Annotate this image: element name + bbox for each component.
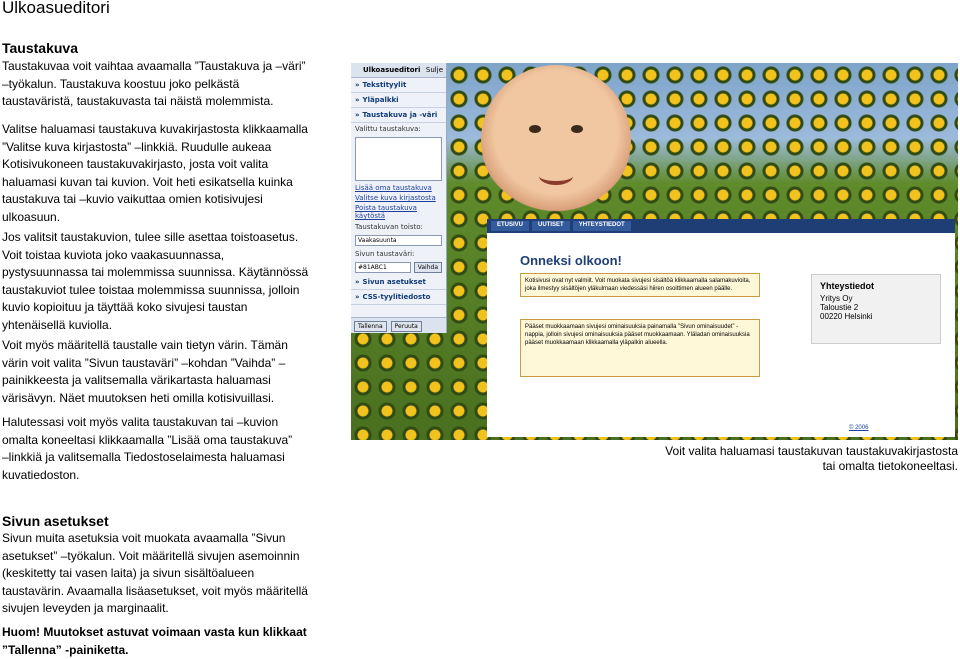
paragraph-taustakuva-intro: Taustakuvaa voit vaihtaa avaamalla ”Taustakuva ja –väri” –työkalun. Taustakuva koostuu joko pelkästä taustaväristä, taustakuvasta tai näistä molemmista.	[2, 59, 306, 108]
row-ylapalkki[interactable]: » Yläpalkki	[351, 93, 446, 108]
paragraph-bgcolor: Voit myös määritellä taustalle vain tietyn värin. Tämän värin voit valita ”Sivun taustaväri” –kohdan ”Vaihda” – painikkeesta ja valitsemalla värikartasta haluamasi värisävyn. Näet muutoksen heti omilla kotisivuillasi.	[2, 338, 288, 405]
section-heading-taustakuva: Taustakuva	[2, 40, 78, 56]
editor-panel	[351, 63, 447, 333]
remove-bg-link[interactable]: Poista taustakuva käytöstä	[355, 204, 417, 220]
info-message-2: Pääset muokkaamaan sivujesi ominaisuuksia painamalla ”Sivun ominaisuudet” -nappia, jolloin sivujesi ominaisuuksia pääset muokkaamaan. Yläladan ominaisuuksia pääset muokkaamaan klikkaamalla yläpalkin alueella.	[520, 319, 760, 377]
paragraph-select-image: Valitse haluamasi taustakuva kuvakirjastosta klikkaamalla ”Valitse kuva kirjastosta” –linkkiä. Ruudulle aukeaa Kotisivukoneen taustakuvakirjasto, josta voit valita haluamasi kuvan tai kuvion. Voit heti esikatsella kuinka taustakuva tai –kuvio vaikuttaa omien kotisivujesi ulkoasuun.	[2, 122, 308, 224]
website-preview	[487, 219, 955, 437]
panel-title: Ulkoasueditori	[363, 66, 421, 74]
save-note: Huom! Muutokset astuvat voimaan vasta kun klikkaat ”Tallenna” -painiketta.	[2, 625, 307, 657]
bg-preview	[355, 137, 442, 181]
copyright-link[interactable]: © 2006	[849, 425, 869, 431]
row-sivun-asetukset[interactable]: » Sivun asetukset	[351, 275, 446, 290]
nav-yhteystiedot[interactable]: YHTEYSTIEDOT	[573, 221, 631, 231]
info-message-1: Kotisivusi ovat nyt valmiit. Voit muokata sivujesi sisältöä klikkaamalla salamakuvioita, joka ilmestyy sisältöjen yläkulmaan viedessäsi hiiren osoittimen alueen päälle.	[520, 273, 760, 297]
paragraph-repeat: Jos valitsit taustakuvion, tulee sille asettaa toistoasetus. Voit toistaa kuviota joko vaakasuunnassa, pystysuunnassa tai molemmissa suunnissa. Käytännössä taustakuviot tulee toistaa molemmissa suunnissa, jolloin kuvio kopioituu ja täyttää koko sivujesi taustan yhtenäisellä kuviolla.	[2, 230, 309, 332]
selected-bg-label: Valittu taustakuva:	[355, 125, 421, 133]
bgcolor-label: Sivun taustaväri:	[355, 250, 415, 258]
site-nav	[487, 219, 955, 233]
bgcolor-input[interactable]: #81ABC1	[355, 262, 411, 273]
section-heading-sivun-asetukset: Sivun asetukset	[2, 513, 109, 529]
choose-library-link[interactable]: Valitse kuva kirjastosta	[355, 194, 436, 202]
contact-box: Yhteystiedot Yritys Oy Taloustie 2 00220 Helsinki	[811, 274, 941, 344]
save-button[interactable]: Tallenna	[354, 321, 387, 332]
row-css[interactable]: » CSS-tyylitiedosto	[351, 290, 446, 305]
baby-photo	[481, 65, 631, 215]
paragraph-sivun-asetukset: Sivun muita asetuksia voit muokata avaamalla ”Sivun asetukset” –työkalun. Voit määritellä sivujen asemoinnin (keskitetty tai vasen laita) ja sivun sisältöalueen taustavärin. Avaamalla lisäasetukset, voit myös määritellä sivujen leveyden ja marginaalit.	[2, 531, 308, 615]
nav-uutiset[interactable]: UUTISET	[532, 221, 570, 231]
row-taustakuva[interactable]: » Taustakuva ja -väri	[351, 108, 446, 123]
nav-etusivu[interactable]: ETUSIVU	[491, 221, 529, 231]
row-tekstityylit[interactable]: » Tekstityylit	[351, 78, 446, 93]
figure-caption: Voit valita haluamasi taustakuvan taustakuvakirjastosta tai omalta tietokoneeltasi.	[665, 444, 958, 473]
change-color-button[interactable]: Vaihda	[414, 262, 442, 273]
greeting: Onneksi olkoon!	[520, 253, 622, 268]
add-own-bg-link[interactable]: Lisää oma taustakuva	[355, 184, 432, 192]
repeat-label: Taustakuvan toisto:	[355, 223, 423, 231]
page-title: Ulkoasueditori	[2, 0, 110, 17]
cancel-button[interactable]: Peruuta	[391, 321, 422, 332]
close-button[interactable]: Sulje	[425, 66, 443, 74]
repeat-select[interactable]: Vaakasuunta	[355, 235, 442, 246]
paragraph-own-image: Halutessasi voit myös valita taustakuvan tai –kuvion omalta koneeltasi klikkaamalla ”Lisää oma taustakuva” –linkkiä ja valitsemalla Tiedostoselaimesta haluamasi kuvatiedoston.	[2, 415, 293, 482]
editor-screenshot	[351, 63, 958, 440]
